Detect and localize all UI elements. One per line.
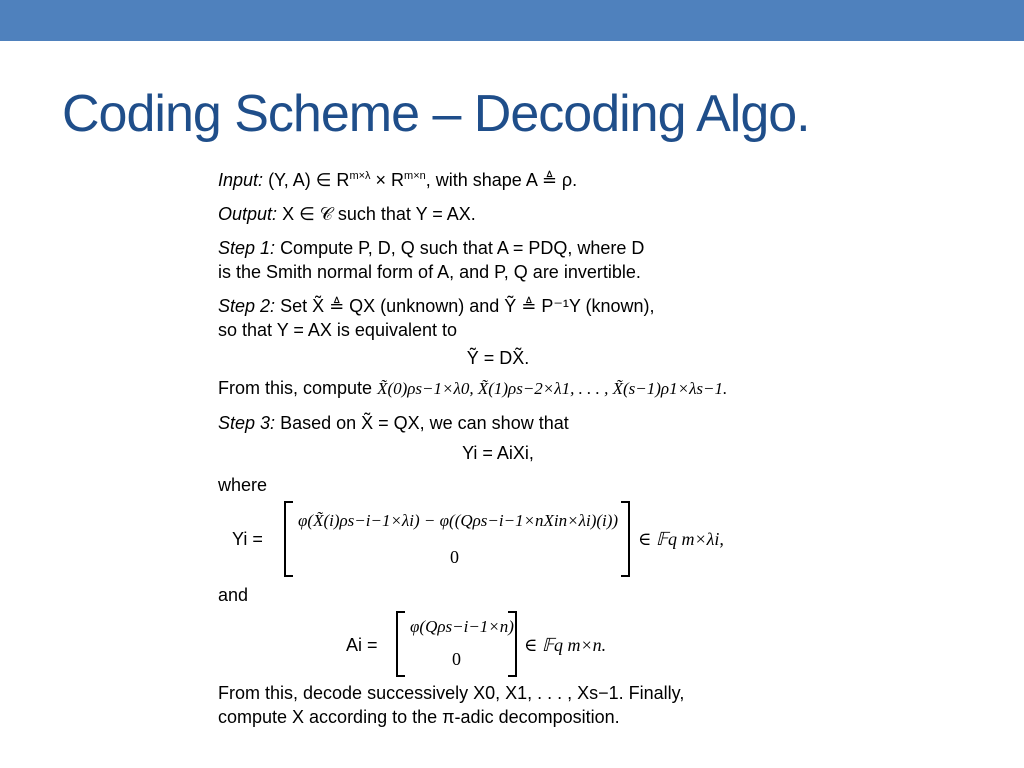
- step2-equation: Ỹ = DX̃.: [466, 348, 530, 368]
- step2-compute-prefix: From this, compute: [218, 378, 373, 398]
- step2-compute: [218, 376, 778, 401]
- and-label: and: [218, 585, 249, 605]
- step2-block: [218, 294, 778, 342]
- step1-line1: Compute P, D, Q such that A = PDQ, where D: [280, 238, 645, 258]
- yi-rhs: ∈ 𝔽q m×λi,: [638, 529, 724, 549]
- step3-label: Step 3:: [218, 413, 276, 433]
- ai-left-bracket: [396, 611, 405, 677]
- step1-block: [218, 236, 778, 284]
- step2-line1: Set X̃ ≜ QX (unknown) and Ỹ ≜ P⁻¹Y (known),: [280, 296, 655, 316]
- step1-label: Step 1:: [218, 238, 276, 258]
- algorithm-box: [218, 168, 778, 729]
- step3-line1: Based on X̃ = QX, we can show that: [280, 413, 569, 433]
- step3-equation: Yi = AiXi,: [462, 443, 534, 463]
- input-text: (Y, A) ∈ R: [268, 170, 350, 190]
- ai-lhs: Ai =: [346, 635, 378, 655]
- ai-row2: 0: [452, 649, 461, 669]
- input-sup1: m×λ: [349, 170, 371, 182]
- ai-right-bracket: [508, 611, 517, 677]
- yi-definition: [218, 499, 778, 579]
- final-line2: compute X according to the π-adic decomposition.: [218, 707, 620, 727]
- input-sup2: m×n: [404, 170, 426, 182]
- yi-row1: φ(X̃(i)ρs−i−1×λi) − φ((Qρs−i−1×nXin×λi)(i)): [298, 511, 619, 530]
- step3-block: [218, 411, 778, 435]
- ai-row1: φ(Qρs−i−1×n): [410, 617, 514, 636]
- output-label: Output:: [218, 204, 278, 224]
- yi-lhs: Yi =: [232, 529, 263, 549]
- output-line: [218, 202, 778, 226]
- ai-rhs: ∈ 𝔽q m×n.: [524, 635, 607, 655]
- yi-row2: 0: [450, 547, 459, 567]
- final-line1: From this, decode successively X0, X1, . . . , Xs−1. Finally,: [218, 683, 685, 703]
- input-tail: , with shape A ≜ ρ.: [425, 170, 578, 190]
- input-line: [218, 168, 778, 192]
- final-block: [218, 681, 778, 729]
- where-label: where: [218, 475, 268, 495]
- step2-compute-expr: X̃(0)ρs−1×λ0, X̃(1)ρs−2×λ1, . . . , X̃(s−1)ρ1×λs−1.: [377, 379, 728, 398]
- yi-left-bracket: [284, 501, 293, 577]
- step2-line2: so that Y = AX is equivalent to: [218, 320, 458, 340]
- input-label: Input:: [218, 170, 264, 190]
- ai-definition: [218, 611, 778, 675]
- step1-line2: is the Smith normal form of A, and P, Q are invertible.: [218, 262, 641, 282]
- input-mid: × R: [370, 170, 405, 190]
- output-text: X ∈ 𝒞 such that Y = AX.: [282, 204, 476, 224]
- step2-label: Step 2:: [218, 296, 276, 316]
- header-bar: [0, 0, 1024, 41]
- slide-title: Coding Scheme – Decoding Algo.: [62, 85, 810, 143]
- yi-right-bracket: [621, 501, 630, 577]
